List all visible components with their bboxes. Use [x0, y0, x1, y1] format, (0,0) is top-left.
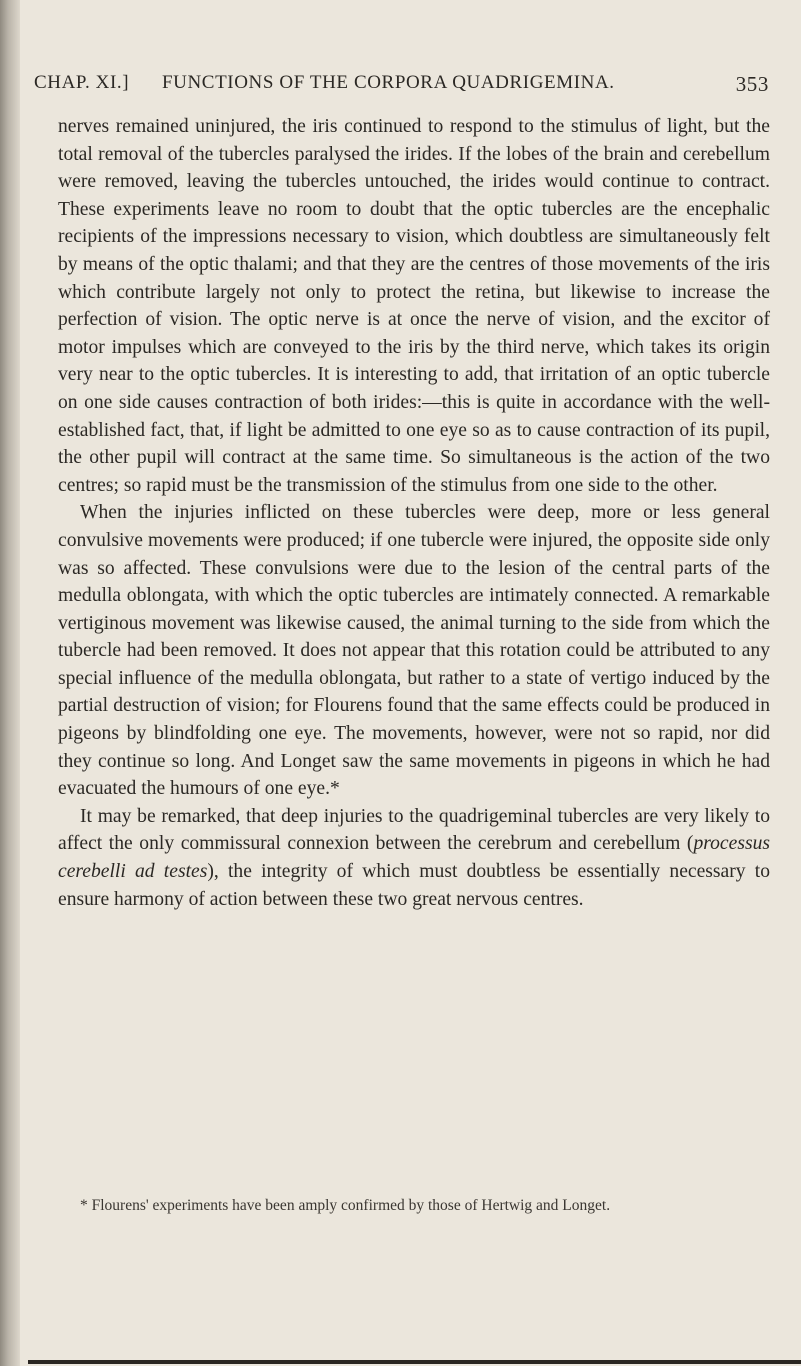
bottom-edge-rule [28, 1360, 801, 1364]
footnote: * Flourens' experiments have been amply confirmed by those of Hertwig and Longet. [80, 1197, 611, 1214]
latin-term: processus cerebelli ad testes [58, 833, 770, 883]
page-number: 353 [735, 72, 769, 96]
paragraph-3-text-a: It may be remarked, that deep injuries to the quadrigeminal tubercles are very likely to affect the only commissural connexion between the cerebrum and cerebellum ( [58, 805, 770, 855]
running-head [34, 72, 769, 102]
paragraph-2: When the injuries inflicted on these tubercles were deep, more or less general convulsive movements were produced; if one tubercle were injured, the opposite side only was so affected. These convulsions were due to the lesion of the central parts of the medulla oblongata, with which the optic tubercles are intimately connected. A remarkable vertiginous movement was likewise caused, the animal turning to the side from which the tubercle had been removed. It does not appear that this rotation could be attributed to any special influence of the medulla oblongata, but rather to a state of vertigo induced by the partial destruction of vision; for Flourens found that the same effects could be produced in pigeons by blindfolding one eye. The movements, however, were not so rapid, nor did they continue so long. And Longet saw the same movements in pigeons in which he had evacuated the humours of one eye.* [58, 502, 770, 800]
chapter-label: CHAP. XI.] [34, 72, 130, 93]
body-text [58, 113, 770, 913]
paragraph-3-text-b: ), the integrity of which must doubtless be essentially necessary to ensure harmony of action between these two great nervous centres. [58, 861, 771, 910]
paragraph-1: nerves remained uninjured, the iris continued to respond to the stimulus of light, but the total removal of the tubercles paralysed the irides. If the lobes of the brain and cerebellum were removed, leaving the tubercles untouched, the irides would continue to contract. These experiments leave no room to doubt that the optic tubercles are the encephalic recipients of the impressions necessary to vision, which doubtless are simultaneously felt by means of the optic thalami; and that they are the centres of those movements of the iris which contribute largely not only to protect the retina, but likewise to increase the perfection of vision. The optic nerve is at once the nerve of vision, and the excitor of motor impulses which are conveyed to the iris by the third nerve, which takes its origin very near to the optic tubercles. It is interesting to add, that irritation of an optic tubercle on one side causes contraction of both irides:—this is quite in accordance with the well-established fact, that, if light be admitted to one eye so as to cause contraction of its pupil, the other pupil will contract at the same time. So simultaneous is the action of the two centres; so rapid must be the transmission of the stimulus from one side to the other. [58, 116, 770, 496]
running-title: FUNCTIONS OF THE CORPORA QUADRIGEMINA. [162, 72, 615, 93]
paragraph-3 [58, 803, 770, 913]
